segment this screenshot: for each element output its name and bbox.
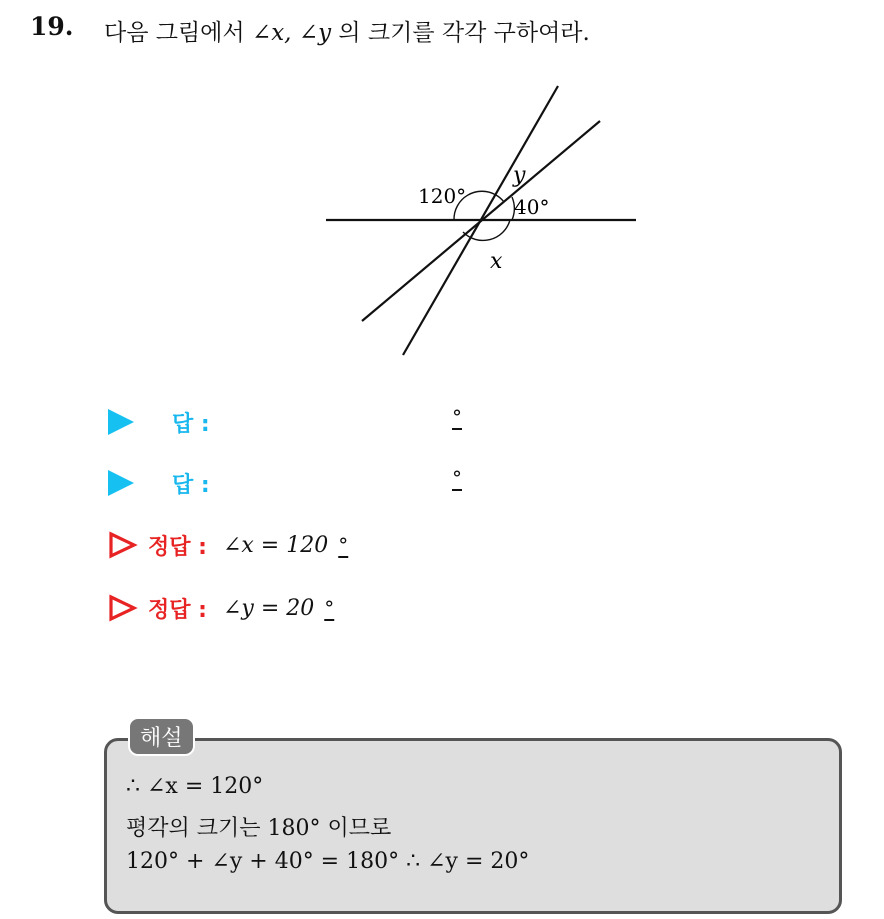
angle-y-symbol: ∠y — [298, 20, 332, 46]
label-x: x — [490, 249, 503, 274]
solution-line-3: 120° + ∠y + 40° = 180° ∴ ∠y = 20° — [126, 849, 530, 874]
answer-blank-2[interactable]: ° — [452, 466, 462, 490]
outline-triangle-icon — [108, 594, 138, 622]
label-40: 40° — [514, 195, 550, 219]
outline-triangle-icon — [108, 531, 138, 559]
solution-line-2: 평각의 크기는 180° 이므로 — [126, 816, 392, 841]
question-number: 19. — [30, 12, 74, 41]
question-text — [104, 14, 590, 47]
correct-answer-2: ∠y = 20 ° — [222, 595, 335, 621]
angle-x-symbol: ∠x, — [251, 20, 292, 46]
arc-y — [496, 195, 504, 202]
answer-blank-1[interactable]: ° — [452, 405, 462, 429]
question-text-suffix: 의 크기를 각각 구하여라. — [331, 20, 590, 46]
angle-diagram — [320, 82, 650, 362]
correct-answer-row-2 — [108, 590, 334, 626]
play-triangle-icon — [108, 470, 134, 496]
label-y: y — [513, 163, 526, 188]
correct-answer-row-1 — [108, 527, 348, 563]
label-120: 120° — [418, 184, 467, 208]
solution-tag: 해설 — [128, 717, 195, 756]
correct-answer-1: ∠x = 120 ° — [222, 532, 349, 558]
correct-label: 정답 : — [148, 597, 207, 623]
answer-label: 답 : — [172, 472, 210, 498]
answer-blank-row-2 — [108, 465, 210, 501]
play-triangle-icon — [108, 409, 134, 435]
angle-figure — [320, 82, 650, 366]
correct-label: 정답 : — [148, 534, 207, 560]
question-text-prefix: 다음 그림에서 — [104, 20, 252, 46]
answer-blank-row-1 — [108, 404, 210, 440]
solution-line-1: ∴ ∠x = 120° — [126, 774, 264, 799]
answer-label: 답 : — [172, 411, 210, 437]
